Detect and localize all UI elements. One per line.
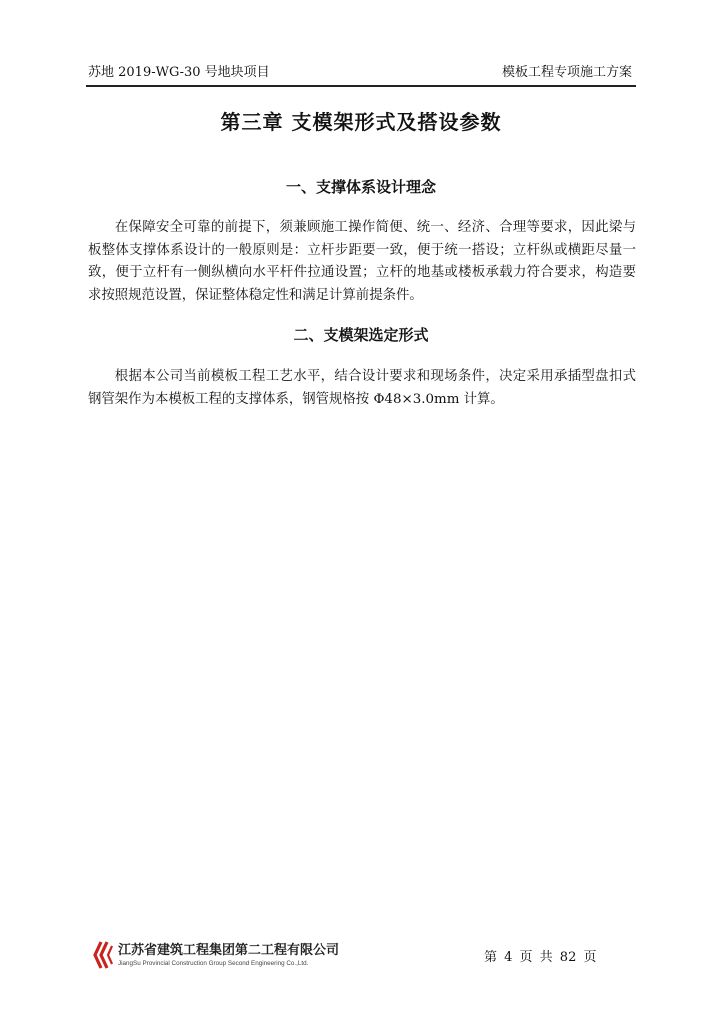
header-divider: [86, 85, 636, 87]
company-name-en: JiangSu Provincial Construction Group Second Engineering Co.,Ltd.: [118, 959, 309, 967]
page-number: 第 4 页 共 82 页: [484, 950, 597, 965]
company-emblem-icon: [92, 940, 114, 970]
header-project-name: 苏地 2019-WG-30 号地块项目: [88, 65, 270, 80]
section-title-1: 一、支撑体系设计理念: [285, 178, 436, 196]
chapter-title: 第三章 支模架形式及搭设参数: [220, 110, 502, 134]
section-paragraph-2: 根据本公司当前模板工程工艺水平，结合设计要求和现场条件，决定采用承插型盘扣式钢管架作为本模板工程的支撑体系，钢管规格按 Φ48×3.0mm 计算。: [88, 369, 636, 407]
company-logo: [92, 940, 339, 970]
section-title-2: 二、支模架选定形式: [293, 326, 429, 344]
page-header: [88, 64, 632, 82]
company-name-cn: 江苏省建筑工程集团第二工程有限公司: [118, 942, 340, 958]
header-document-name: 模板工程专项施工方案: [501, 65, 632, 80]
section-paragraph-1: 在保障安全可靠的前提下，须兼顾施工操作简便、统一、经济、合理等要求，因此梁与板整体支撑体系设计的一般原则是：立杆步距要一致，便于统一搭设；立杆纵或横距尽量一致，便于立杆有一侧纵横向水平杆件拉通设置；立杆的地基或楼板承载力符合要求，构造要求按照规范设置，保证整体稳定性和满足计算前提条件。: [88, 220, 636, 303]
